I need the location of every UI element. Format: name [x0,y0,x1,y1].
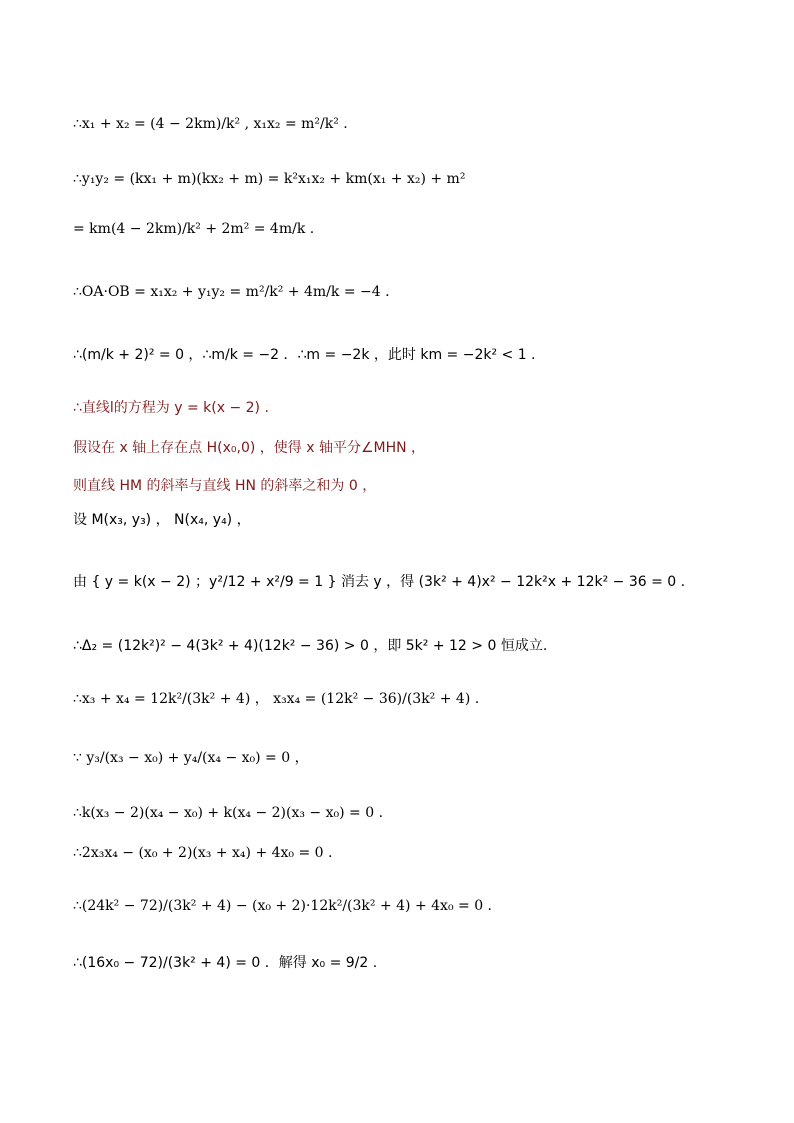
equation-line-12: ∴x₃ + x₄ = 12k²/(3k² + 4) ， x₃x₄ = (12k² − 36)/(3k² + 4) . [73,691,480,707]
equation-line-4: ∴OA·OB = x₁x₂ + y₁y₂ = m²/k² + 4m/k = −4 . [73,284,390,300]
equation-line-16: ∴(24k² − 72)/(3k² + 4) − (x₀ + 2)·12k²/(3k² + 4) + 4x₀ = 0 . [73,898,492,914]
equation-line-15: ∴2x₃x₄ − (x₀ + 2)(x₃ + x₄) + 4x₀ = 0 . [73,845,333,861]
equation-line-17: ∴(16x₀ − 72)/(3k² + 4) = 0 ．解得 x₀ = 9/2 . [73,955,378,971]
text-line-6: ∴直线l的方程为 y = k(x − 2) . [73,400,269,416]
text-line-7: 假设在 x 轴上存在点 H(x₀,0) ，使得 x 轴平分∠MHN ， [73,440,426,456]
equation-line-14: ∴k(x₃ − 2)(x₄ − x₀) + k(x₄ − 2)(x₃ − x₀) = 0 . [73,805,384,821]
equation-line-11: ∴Δ₂ = (12k²)² − 4(3k² + 4)(12k² − 36) > 0 ，即 5k² + 12 > 0 恒成立. [73,638,548,654]
equation-line-3: = km(4 − 2km)/k² + 2m² = 4m/k . [73,221,315,237]
text-line-9: 设 M(x₃, y₃) ， N(x₄, y₄) ， [73,512,251,528]
equation-line-1: ∴x₁ + x₂ = (4 − 2km)/k² , x₁x₂ = m²/k² . [73,116,348,132]
equation-line-2: ∴y₁y₂ = (kx₁ + m)(kx₂ + m) = k²x₁x₂ + km(x₁ + x₂) + m² [73,171,466,187]
equation-line-5: ∴(m/k + 2)² = 0 ，∴m/k = −2 ．∴m = −2k ，此时 km = −2k² < 1 . [73,347,536,363]
equation-line-10: 由 { y = k(x − 2) ；y²/12 + x²/9 = 1 } 消去 y ，得 (3k² + 4)x² − 12k²x + 12k² − 36 = 0 . [73,574,686,590]
text-line-8: 则直线 HM 的斜率与直线 HN 的斜率之和为 0 ， [73,478,377,494]
equation-line-13: ∵ y₃/(x₃ − x₀) + y₄/(x₄ − x₀) = 0 ， [73,750,309,766]
